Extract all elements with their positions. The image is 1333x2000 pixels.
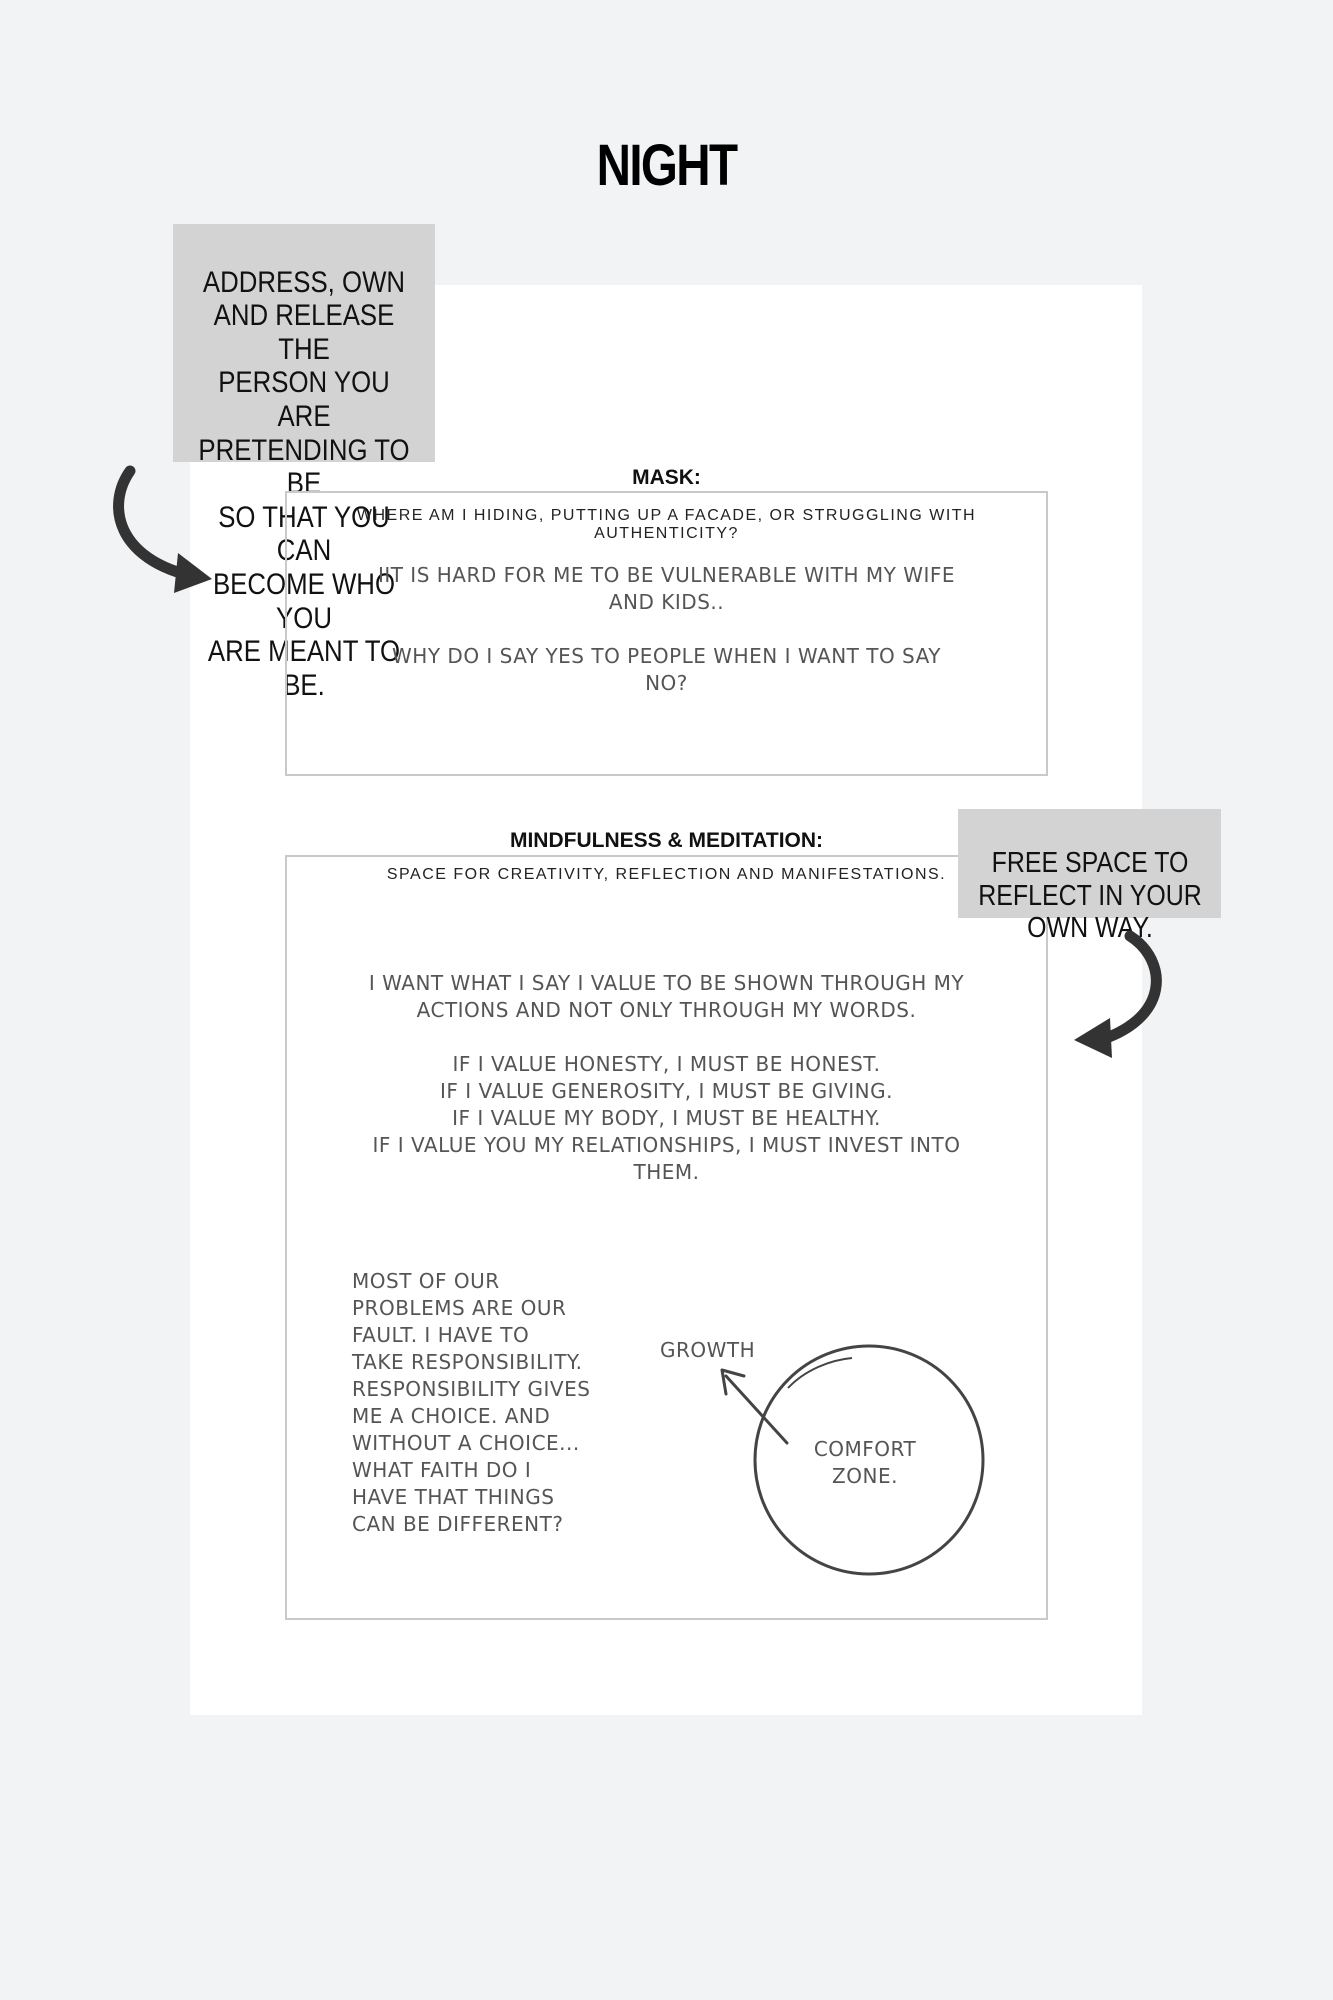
crescent-moon-icon — [635, 360, 685, 420]
mindfulness-prompt: SPACE FOR CREATIVITY, REFLECTION AND MANIFESTATIONS. — [386, 866, 947, 883]
callout-note-right-text: FREE SPACE TO REFLECT IN YOUR OWN WAY. — [977, 847, 1202, 945]
mask-prompt: WHERE AM I HIDING, PUTTING UP A FACADE, OR STRUGGLING WITH AUTHENTICITY? — [356, 507, 977, 542]
comfort-zone-label: COMFORT ZONE. — [813, 1437, 917, 1488]
callout-note-left — [173, 224, 435, 702]
mindfulness-section-label: MINDFULNESS & MEDITATION: — [509, 829, 824, 852]
responsibility-note-text: MOST OF OUR PROBLEMS ARE OUR FAULT. I HAVE TO TAKE RESPONSIBILITY. RESPONSIBILITY GIVES ME A CHOICE. AND WITHOUT A CHOICE... WHAT FAITH DO I HAVE THAT THINGS CAN BE DIFFERENT? — [352, 1269, 591, 1536]
page-title: NIGHT — [596, 133, 737, 198]
curved-arrow-icon — [1060, 930, 1180, 1065]
mask-section-label: MASK: — [632, 466, 701, 489]
callout-note-left-text: ADDRESS, OWN AND RELEASE THE PERSON YOU ARE PRETENDING TO BE SO THAT YOU CAN BECOME WHO YOU ARE MEANT TO BE. — [198, 265, 410, 702]
mask-answer-text: IIT IS HARD FOR ME TO BE VULNERABLE WITH MY WIFE AND KIDS.. WHY DO I SAY YES TO PEOPLE WHEN I WANT TO SAY NO? — [377, 563, 956, 695]
growth-label: GROWTH — [660, 1338, 756, 1362]
mindfulness-answer-text: I WANT WHAT I SAY I VALUE TO BE SHOWN THROUGH MY ACTIONS AND NOT ONLY THROUGH MY WORDS. IF I VALUE HONESTY, I MUST BE HONEST. IF I VALUE GENEROSITY, I MUST BE GIVING. IF I VALUE MY BODY, I MUST BE HEALTHY. IF I VALUE YOU MY RELATIONSHIPS, I MUST INVEST INTO THEM. — [368, 971, 965, 1184]
callout-note-right — [958, 809, 1221, 945]
